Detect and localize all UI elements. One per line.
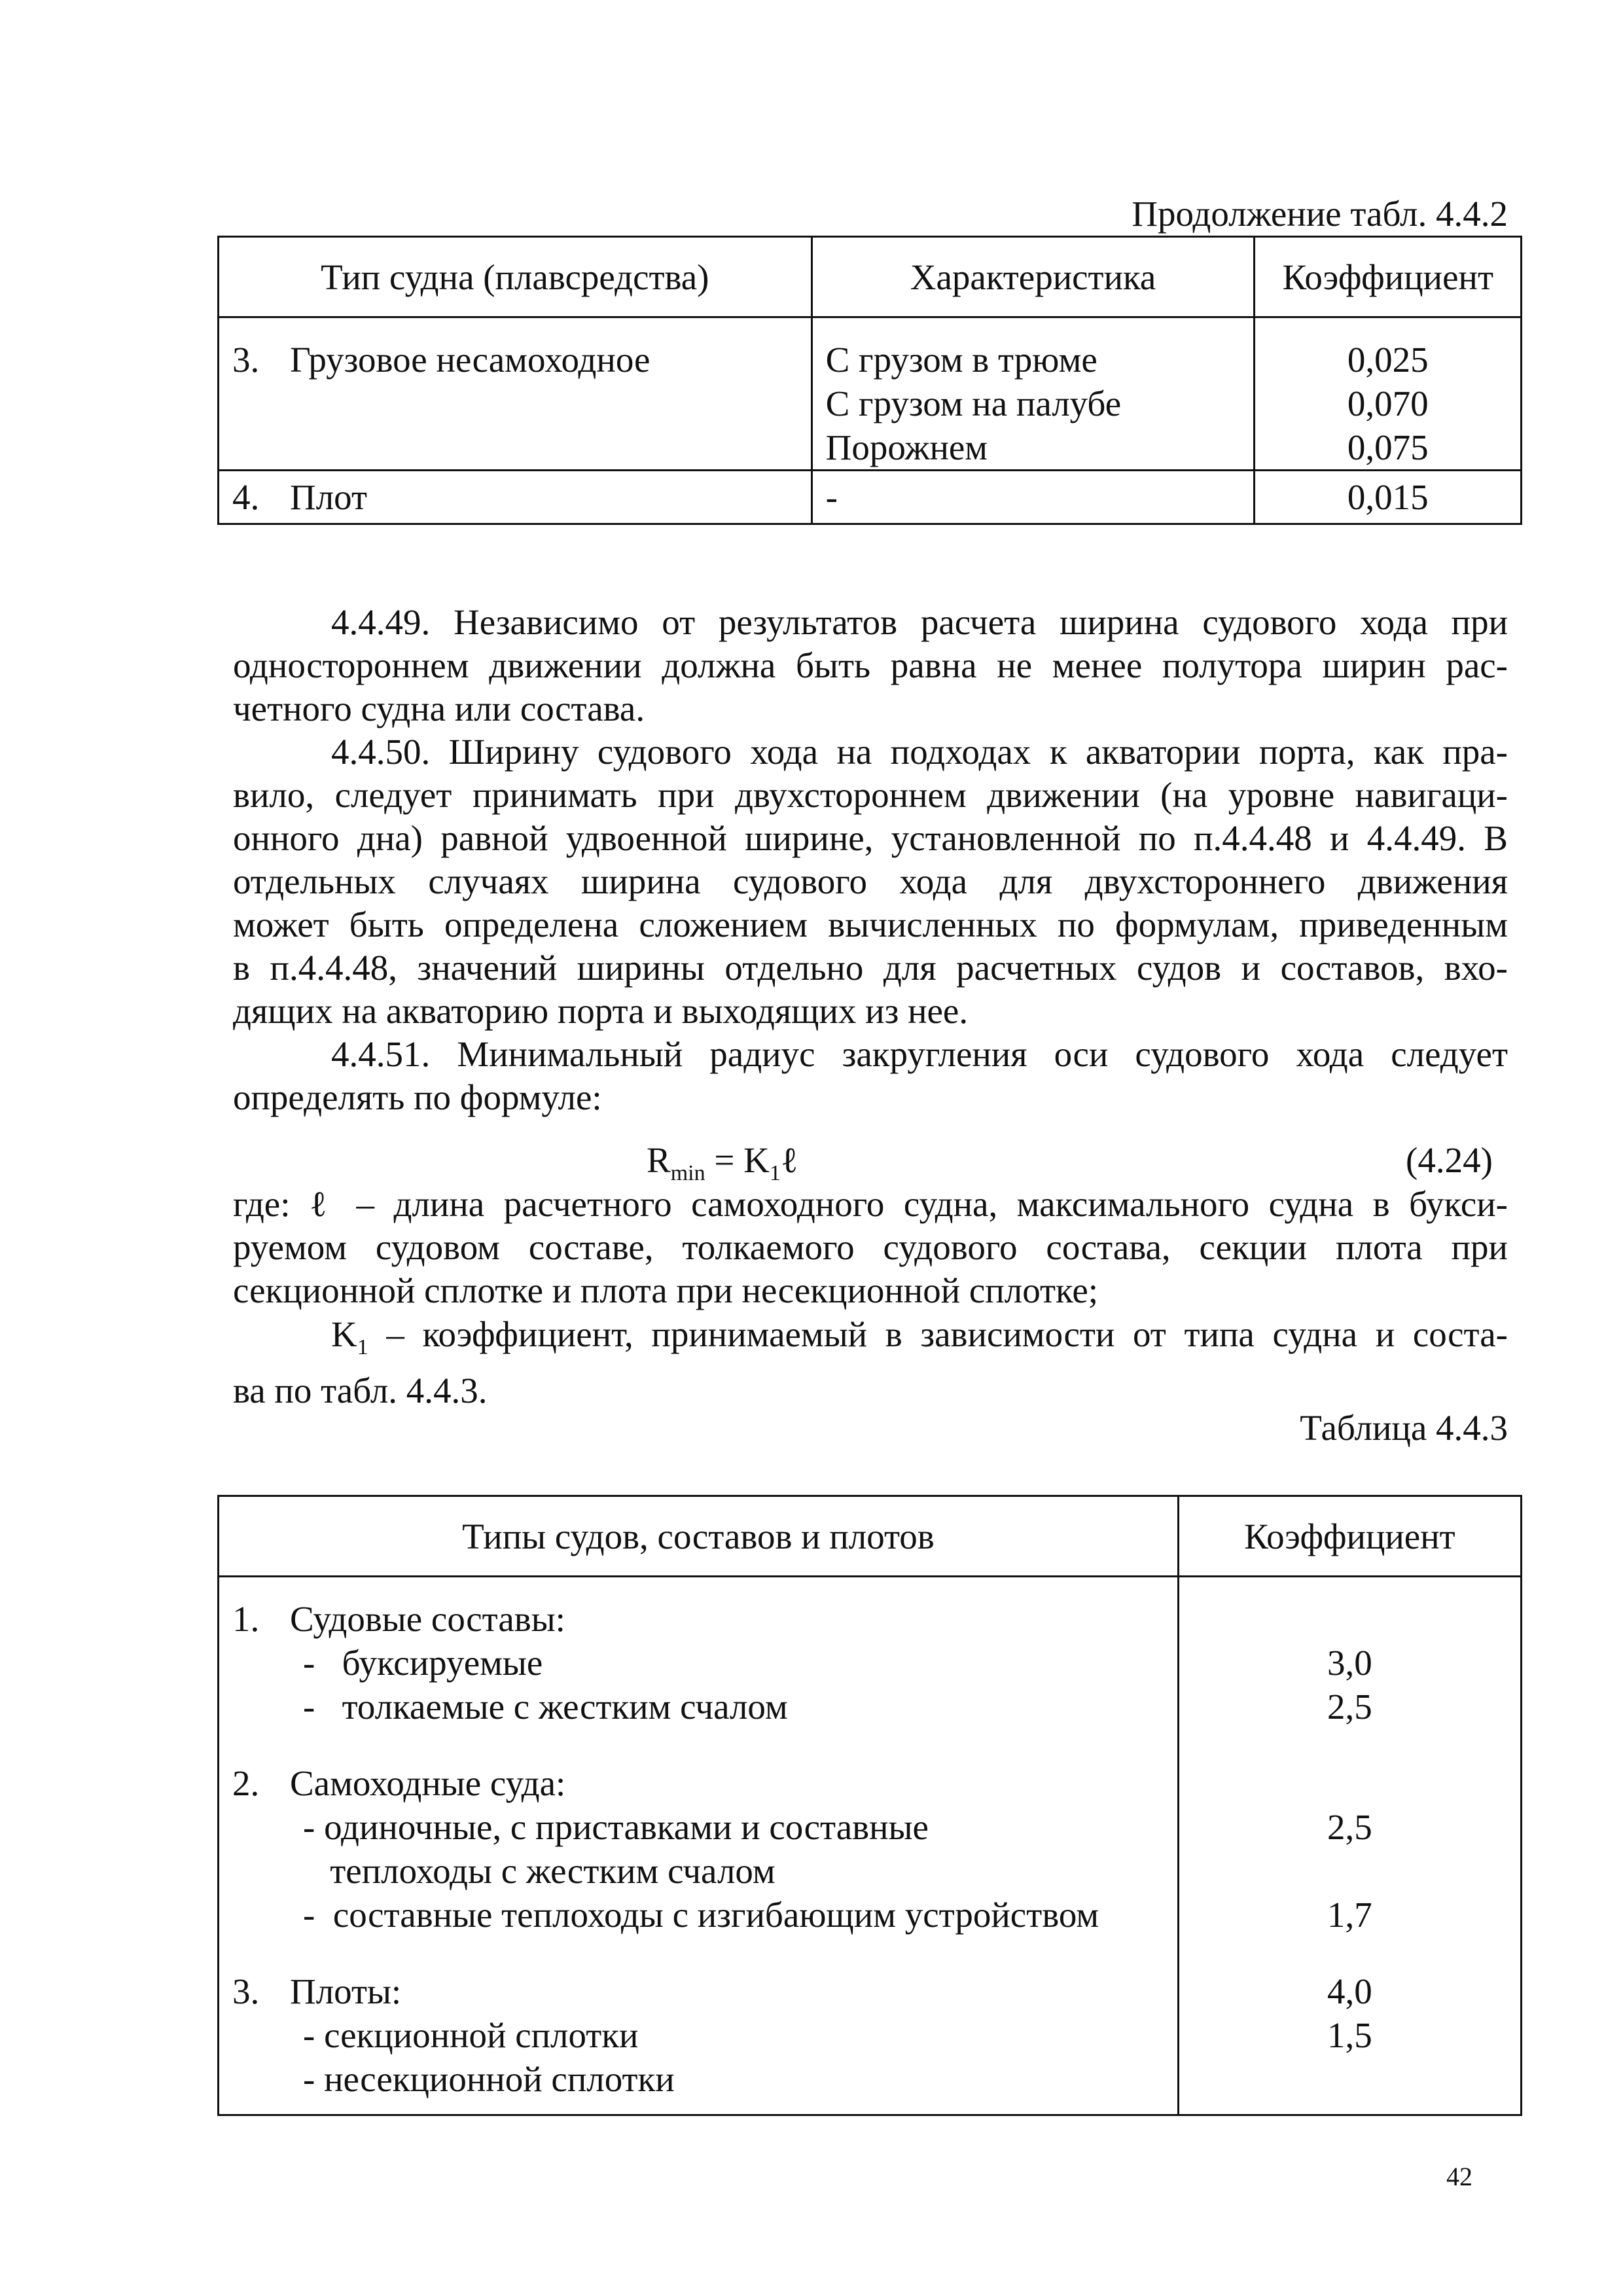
row-number: 4.	[232, 477, 260, 517]
coefficient-value: 0,015	[1347, 477, 1429, 517]
list-item: - секционной сплотки	[303, 2015, 639, 2055]
text-line: 4.4.50. Ширину судового хода на подходах к акватории порта, как пра-	[331, 732, 1508, 772]
type-cell	[219, 471, 812, 524]
coefficient-value: 1,5	[1327, 2015, 1372, 2055]
k-symbol: K	[331, 1314, 357, 1354]
table-header-row	[219, 237, 1522, 317]
paragraph-4-4-49	[233, 601, 1508, 731]
page-number: 42	[1446, 2162, 1472, 2191]
coefficient-value: 3,0	[1327, 1643, 1372, 1683]
text-line: может быть определена сложением вычисленных по формулам, приведенным	[233, 905, 1508, 944]
column-header: Характеристика	[812, 237, 1255, 317]
paragraph-4-4-51	[233, 1033, 1508, 1120]
coefficient-value: 0,075	[1347, 427, 1429, 467]
list-item: - буксируемые	[303, 1643, 543, 1683]
characteristic-cell	[812, 471, 1255, 524]
table-4-4-2-continued	[217, 236, 1522, 525]
text-line: отдельных случаях ширина судового хода для двухстороннего движения	[233, 861, 1508, 901]
group-number: 1.	[232, 1599, 260, 1639]
table-row	[219, 1577, 1522, 2115]
list-item: - толкаемые с жестким счалом	[303, 1687, 788, 1727]
text-line: одностороннем движении должна быть равна не менее полутора ширин рас-	[233, 645, 1508, 685]
group-number: 2.	[232, 1763, 260, 1803]
column-header: Тип судна (плавсредства)	[219, 237, 812, 317]
paragraph-4-4-50	[233, 730, 1508, 1033]
group-number: 3.	[232, 1971, 260, 2011]
table-row	[219, 317, 1522, 471]
table-row	[219, 471, 1522, 524]
formula-equals-k: = K	[705, 1140, 770, 1180]
type-cell	[219, 317, 812, 471]
list-item: теплоходы с жестким счалом	[303, 1851, 776, 1891]
list-item: - одиночные, с приставками и составные	[303, 1807, 929, 1847]
vessel-type: Плот	[290, 477, 367, 517]
text-line: четного судна или состава.	[233, 689, 645, 728]
column-header: Коэффициент	[1178, 1496, 1521, 1577]
formula-4-24	[647, 1139, 798, 1186]
column-header: Типы судов, составов и плотов	[219, 1496, 1179, 1577]
characteristic: Порожнем	[825, 427, 988, 467]
text-line: определять по формуле:	[233, 1077, 602, 1117]
table-header-row	[219, 1496, 1522, 1577]
k-subscript: 1	[357, 1335, 368, 1359]
column-header: Коэффициент	[1255, 237, 1522, 317]
characteristic-cell	[812, 317, 1255, 471]
types-cell	[219, 1577, 1179, 2115]
text-line: 4.4.51. Минимальный радиус закругления оси судового хода следует	[331, 1034, 1508, 1074]
text-line: 4.4.49. Независимо от результатов расчета ширина судового хода при	[331, 602, 1508, 642]
coefficient-value	[1179, 1849, 1520, 1893]
characteristic: С грузом на палубе	[825, 384, 1122, 423]
text-line: в п.4.4.48, значений ширины отдельно для расчетных судов и составов, вхо-	[233, 948, 1508, 988]
characteristic: С грузом в трюме	[825, 340, 1097, 380]
coefficient-cell	[1255, 317, 1522, 471]
equation-number: (4.24)	[1406, 1140, 1493, 1180]
coefficient-value: 4,0	[1327, 1971, 1372, 2011]
k1-text: – коэффициент, принимаемый в зависимости от типа судна и соста-	[368, 1314, 1508, 1354]
where-clause	[233, 1183, 1508, 1313]
text-line: секционной сплотке и плота при несекционной сплотке;	[233, 1270, 1099, 1310]
list-item: - составные теплоходы с изгибающим устройством	[303, 1895, 1099, 1935]
table-caption: Таблица 4.4.3	[1300, 1408, 1508, 1448]
formula-lhs-subscript: min	[670, 1161, 705, 1185]
row-number: 3.	[232, 340, 260, 380]
formula-lhs: R	[647, 1140, 671, 1180]
coefficient-value: 0,070	[1347, 384, 1429, 423]
group-title: Самоходные суда:	[290, 1763, 566, 1803]
text-line: онного дна) равной удвоенной ширине, установленной по п.4.4.48 и 4.4.49. В	[233, 818, 1508, 858]
text-line: вило, следует принимать при двухстороннем движении (на уровне навигаци-	[233, 775, 1508, 815]
coefficient-value: 0,025	[1347, 340, 1429, 380]
characteristic: -	[825, 477, 838, 517]
vessel-type: Грузовое несамоходное	[290, 340, 651, 380]
group-title: Плоты:	[290, 1971, 402, 2011]
formula-ell: ℓ	[780, 1140, 798, 1180]
table-continuation-caption: Продолжение табл. 4.4.2	[1132, 194, 1508, 234]
table-4-4-3	[217, 1495, 1522, 2116]
text-line: дящих на акваторию порта и выходящих из нее.	[233, 991, 969, 1031]
formula-k-subscript: 1	[769, 1161, 781, 1185]
text-line: ва по табл. 4.4.3.	[233, 1371, 488, 1410]
group-title: Судовые составы:	[290, 1599, 565, 1639]
list-item: - несекционной сплотки	[303, 2059, 675, 2099]
text-line	[233, 1313, 1508, 1369]
coefficient-value: 2,5	[1327, 1807, 1372, 1847]
coefficient-value: 2,5	[1327, 1687, 1372, 1727]
coefficient-cell	[1255, 471, 1522, 524]
coefficient-value	[1179, 2057, 1520, 2101]
coefficient-value: 1,7	[1327, 1895, 1372, 1935]
text-line: руемом судовом составе, толкаемого судового состава, секции плота при	[233, 1227, 1508, 1267]
coefficient-cell	[1178, 1577, 1521, 2115]
k1-definition	[233, 1313, 1508, 1413]
text-line: где: ℓ – длина расчетного самоходного судна, максимального судна в букси-	[233, 1184, 1508, 1224]
